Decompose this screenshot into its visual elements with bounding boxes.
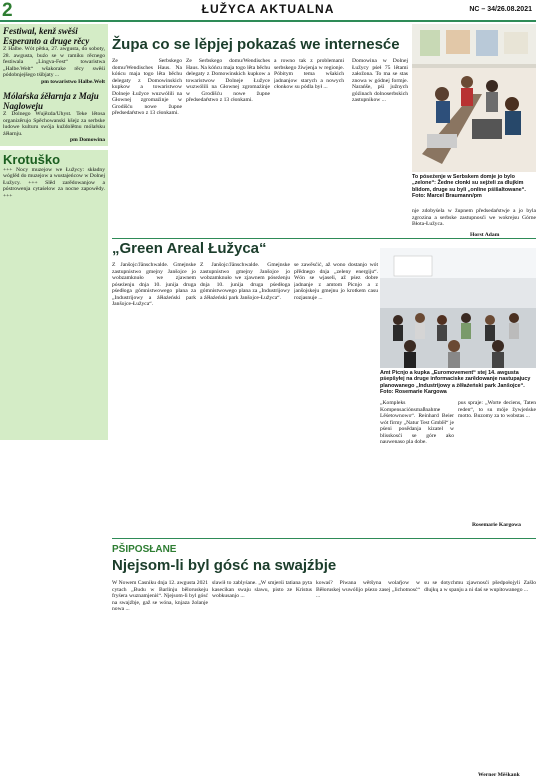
molar-body: Z Dolnego Wujězda/Uhyst. Teke lětosa organizěrujo Spěchowanski kšejz za serbske ludowe kulturu swója kuždolětnu mólaŕsku źěłarnju. — [3, 111, 105, 137]
page-number: 2 — [2, 0, 13, 21]
article1-signature: Horst Adam — [470, 232, 500, 238]
article3-signature: Werner Měškank — [478, 772, 520, 778]
euromovement-photo — [380, 248, 536, 368]
article2-title: „Green Areal Łužyca“ — [112, 240, 267, 257]
caption-text: To póseźenje w Serbskem domje jo bylo „zelone“: Žedne cłonki su sejźeli za dlujkim blidom, druge su byli „online pśišaltowane“. — [412, 174, 526, 193]
article2-col1b: Z Janšojc/Jänschwalde. Gmejnske zastupnistwo gmejny Janšojce jo wobzamknuło we zjawnem póseźenju dnja 10. junija druga pśedłoga gómnistwowego plana za „Industrijowy a źěłaźeński park Janšojce-Łužyca“. — [200, 262, 290, 301]
divider — [112, 538, 536, 539]
masthead: ŁUŽYCA AKTUALNA — [201, 2, 335, 16]
caption-credit: Foto: Rosemarie Kargowa — [380, 388, 447, 395]
krotko-box — [0, 150, 108, 440]
article2-col4: pus spraje: „Worte deciens, Taten reden“, to su móje žywjeńske motto. Buzomy za to wobstas ... — [458, 400, 536, 419]
meeting-photo-caption — [412, 174, 536, 206]
issue-info: NC – 34/26.08.2021 — [469, 6, 532, 13]
article2-col3: „Kompleks Kompensaciónsmaßnahme Lěśetownowo“. Reinhard Beier wót firmy „Natur Test GmbH“ je pśeni posědanja kizatel w blisskosći se góre ako nauwenaso pla dobe. — [380, 400, 454, 445]
festival-signature: pm towaristwo Halbe.Welt — [41, 78, 105, 85]
divider — [112, 238, 536, 239]
article2-col1: Z Janšojc/Jänschwalde. Gmejnske zastupnistwo gmejny Janšojce jo wobzamknuło we zjawnem póseźenju dnja 10. junija druga pśedłoga gómnistwowego plana za „Industrijowy a źěłaźeński park Janšojce-Łužyca“. — [112, 262, 196, 307]
article3-title: Njejsom-li byl gósć na swajźbje — [112, 557, 337, 574]
festival-body: Z Halbe. Wót pětka, 27. awgusta, do soboty, 28. awgusta, buźo se w ramiku rěcnego festiwala „Lingva-Fest“ towaristwa „Halbe.Welt“ wšakorake rěcy swěśi pódobnjejšego tśibjaty ... — [3, 46, 105, 78]
article3-col1: W Nowem Casniku dnja 12. awgusta 2021 cytach „Budu w Barlinju běloruskeju fryśera wuznamjeniś“. Njejsom-li byl gósć na swajźbje, gaž se wóna, knjaza žolanje nowa ... — [112, 580, 208, 612]
page-header — [0, 0, 536, 22]
article3-col3: kowaś? Piwana wětšyna wolaŕjow w Běłoruskej wuwólijo pśezo zasej „lichotnosć“ ... — [316, 580, 420, 599]
euromovement-caption — [380, 370, 536, 396]
molar-signature: pm Domowina — [70, 137, 105, 143]
article3-col4: su se dotychmu zjawnosći pšedpołojyli Zašlo dlujkų a w spanju a ni daś se wupitowanego ... — [424, 580, 536, 593]
article1-col3: Domowina w Dolnej Łužycy pśeł 75 lětami załožona. To ma se stas znowa w gódnej formje. Narańše, pśi južnych góźinach dolnoserbskich zastupnikow ... — [352, 58, 408, 103]
section-label: PŠIPOSŁANE — [112, 544, 177, 555]
meeting-photo — [412, 24, 536, 172]
article3-col2: slawił to zablyśane. „W smjerśi tatiana pyta kasecikan swaju slawu, pisto ze Kristus wobkusanjo ... — [212, 580, 312, 599]
caption-text: Amt Picnjo a kupka „Euromovement“ stej 14. awgusta pśepšyłej na druge informaciske zarědowanje nastupajucy planowanego „Industrijowy a źěłaźeński park Janšojce“. — [380, 370, 531, 389]
left-column — [0, 24, 108, 784]
festival-title: Festiwal, kenž swěśi Esperanto a druge rěcy — [3, 26, 90, 46]
caption-credit: Foto: Marcel Braumann/pm — [412, 192, 482, 199]
article2-signature: Rosemarie Kargowa — [472, 522, 521, 528]
molar-title: Mólaŕska źěłarnja z Maju Nagloweju — [3, 91, 99, 111]
article1-tail: nje zdobyśela w župnem předsedaŕstwje a jo byla zgrozina a serbske zastupnosći we wokrejsu Górne Błota-Łužyca. — [412, 208, 536, 227]
article1-title: Župa co se lěpjej pokazaś we internesće — [112, 36, 400, 53]
article1-col2: a rowno tak z problemami serbskego žiwjenja w regionje. Póbitym tema wšakich jadnanjow starych a nowych cłonkow su pódla był ... — [274, 58, 344, 90]
article1-col1: Ze Serbskego domu/Wendisches Haus. Na kóńcu maja togo lěta běchu delegaty z Domowinskich kupkow a towaristwow Dolneje Łužyce wuzwólili na Głownej zgromaźinje w Grodišću nowe župne předsedaŕstwo z 13 cłonkami. — [112, 58, 182, 116]
article1-col1b: Ze Serbskego domu/Wendisches Haus. Na kóńcu maja togo lěta běchu delegaty z Domowinskich kupkow a towaristwow Dolneje Łužyce wuzwólili na Głownej zgromaźinje w Grodišću nowe župne předsedaŕstwo z 13 cłonkami. — [186, 58, 270, 103]
krotko-title: Krotuško — [3, 151, 61, 167]
article2-col2: se zawěsćić, až wono dostanjo wót přědnego dnja „zeleny energiju“. Wón se wjaseli, až pśez dobre jadnanje z amtom Picnjo a z janšojskeju gmejnu jo krotkem casu rozjasnuje ... — [294, 262, 378, 301]
krotko-body: +++ Nocy muzejow we Łužycy: składny wóglěd do muzejow a wustajeńcow w Dolnej Łužycy. +++ Slěd zarědowanjow a póstrowenja cytaśelow za nocne zapowědy. +++ — [3, 166, 105, 199]
festival-box — [0, 24, 108, 146]
